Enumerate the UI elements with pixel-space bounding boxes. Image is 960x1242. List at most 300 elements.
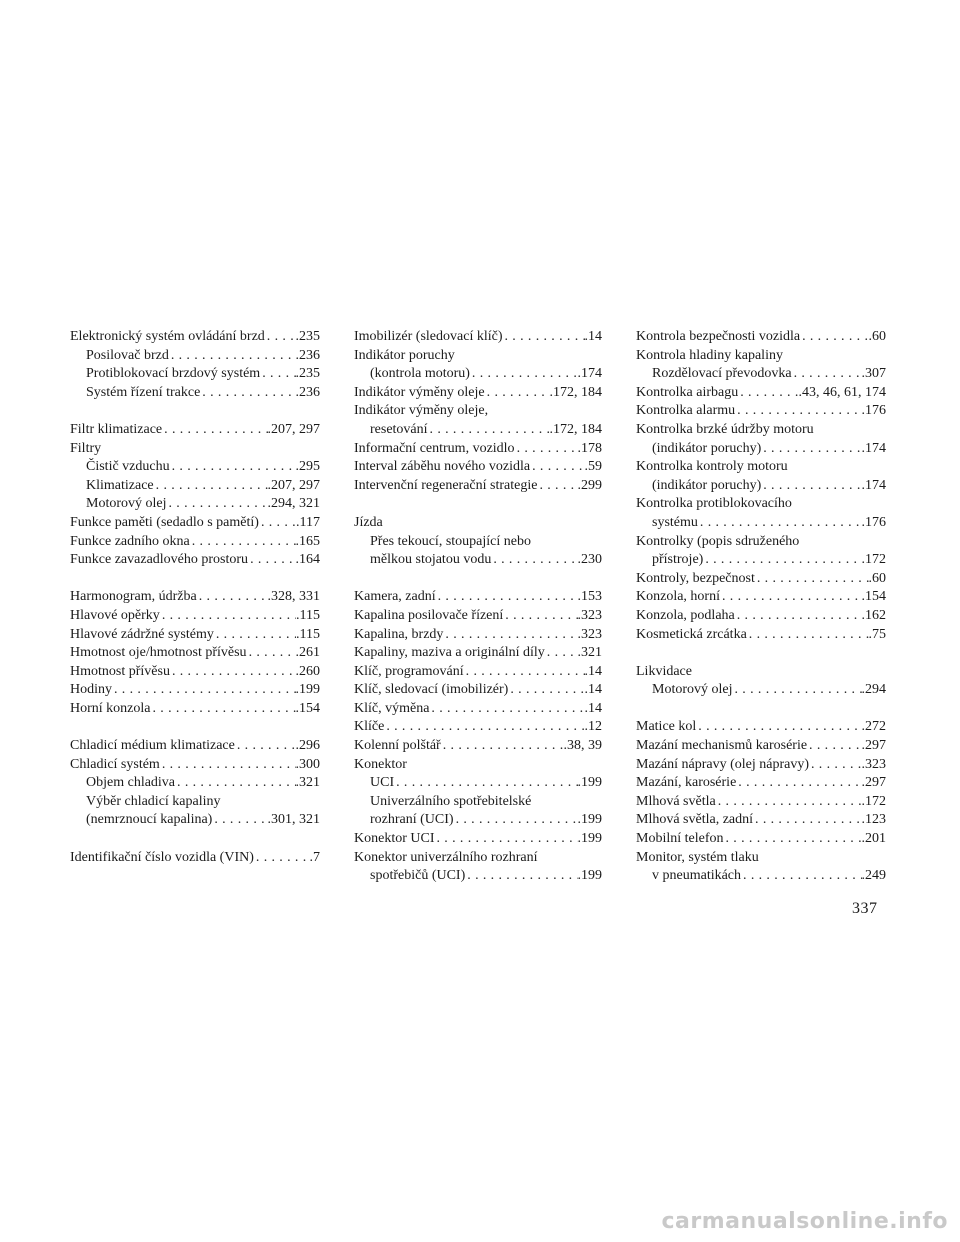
entry-page-ref: .296 bbox=[295, 738, 320, 754]
entry-label: Kapaliny, maziva a originální díly bbox=[354, 645, 545, 661]
index-entry bbox=[636, 830, 886, 849]
dot-leader bbox=[150, 700, 295, 719]
dot-leader bbox=[190, 533, 296, 552]
dot-leader bbox=[200, 384, 295, 403]
entry-label: Harmonogram, údržba bbox=[70, 589, 197, 605]
dot-leader bbox=[755, 570, 869, 589]
index-entry bbox=[636, 402, 886, 421]
index-entry bbox=[636, 384, 886, 403]
index-entry bbox=[354, 347, 602, 366]
index-entry bbox=[636, 793, 886, 812]
entry-label: Kontrolky (popis sdruženého bbox=[636, 533, 800, 549]
entry-label: Konektor bbox=[354, 756, 407, 772]
entry-page-ref: .174 bbox=[861, 477, 886, 493]
entry-page-ref: .153 bbox=[577, 589, 602, 605]
index-subentry bbox=[70, 774, 320, 793]
index-subentry bbox=[636, 365, 886, 384]
entry-page-ref: .172 bbox=[861, 793, 886, 809]
entry-page-ref: .236 bbox=[295, 384, 320, 400]
entry-page-ref: .299 bbox=[577, 477, 602, 493]
index-entry bbox=[70, 681, 320, 700]
entry-page-ref: .297 bbox=[861, 775, 886, 791]
entry-page-ref: .328, 331 bbox=[267, 589, 320, 605]
entry-page-ref: .123 bbox=[861, 812, 886, 828]
entry-label: Klíče bbox=[354, 719, 385, 735]
index-entry bbox=[636, 495, 886, 514]
index-entry bbox=[70, 737, 320, 756]
index-entry bbox=[354, 588, 602, 607]
dot-leader bbox=[248, 551, 295, 570]
entry-label: Mobilní telefon bbox=[636, 831, 724, 847]
index-entry bbox=[354, 477, 602, 496]
index-entry bbox=[354, 328, 602, 347]
entry-label: Intervenční regenerační strategie bbox=[354, 477, 538, 493]
dot-leader bbox=[515, 440, 578, 459]
dot-leader bbox=[503, 328, 585, 347]
entry-label: Hmotnost oje/hmotnost přívěsu bbox=[70, 645, 247, 661]
entry-label: Filtry bbox=[70, 440, 102, 456]
index-entry bbox=[354, 458, 602, 477]
index-entry bbox=[354, 718, 602, 737]
index-subentry bbox=[354, 867, 602, 886]
index-entry bbox=[354, 514, 602, 533]
index-subentry bbox=[70, 365, 320, 384]
entry-page-ref: .7 bbox=[309, 849, 320, 865]
dot-leader bbox=[761, 440, 861, 459]
index-entry bbox=[636, 347, 886, 366]
entry-page-ref: .12 bbox=[584, 719, 602, 735]
index-entry bbox=[354, 681, 602, 700]
index-entry bbox=[70, 421, 320, 440]
dot-leader bbox=[792, 365, 862, 384]
entry-label: Konzola, horní bbox=[636, 589, 720, 605]
dot-leader bbox=[809, 756, 862, 775]
index-subentry bbox=[636, 867, 886, 886]
entry-label: Kosmetická zrcátka bbox=[636, 626, 747, 642]
entry-page-ref: .172, 184 bbox=[549, 421, 602, 437]
entry-page-ref: .14 bbox=[584, 663, 602, 679]
entry-page-ref: .300 bbox=[295, 756, 320, 772]
dot-leader bbox=[800, 328, 868, 347]
entry-label: Mazání mechanismů karosérie bbox=[636, 738, 808, 754]
entry-page-ref: .115 bbox=[296, 607, 320, 623]
entry-label: Mlhová světla, zadní bbox=[636, 812, 754, 828]
dot-leader bbox=[170, 458, 296, 477]
entry-page-ref: .115 bbox=[296, 626, 320, 642]
index-subentry bbox=[354, 774, 602, 793]
entry-label: (kontrola motoru) bbox=[370, 366, 470, 382]
entry-label: UCI bbox=[370, 775, 395, 791]
entry-page-ref: .235 bbox=[295, 329, 320, 344]
entry-label: Čistič vzduchu bbox=[86, 459, 170, 475]
entry-label: Klíč, programování bbox=[354, 663, 464, 679]
index-subentry bbox=[70, 458, 320, 477]
index-subentry bbox=[636, 514, 886, 533]
index-entry bbox=[354, 737, 602, 756]
entry-label: Protiblokovací brzdový systém bbox=[86, 366, 261, 382]
index-subentry bbox=[354, 365, 602, 384]
index-subentry bbox=[70, 347, 320, 366]
entry-label: Hmotnost přívěsu bbox=[70, 663, 170, 679]
index-entry bbox=[70, 588, 320, 607]
entry-label: Monitor, systém tlaku bbox=[636, 849, 759, 865]
entry-label: Kontrola hladiny kapaliny bbox=[636, 347, 783, 363]
index-entry bbox=[636, 588, 886, 607]
index-entry bbox=[636, 737, 886, 756]
index-gap bbox=[70, 570, 320, 589]
dot-leader bbox=[747, 626, 869, 645]
index-entry bbox=[70, 533, 320, 552]
index-subentry bbox=[354, 793, 602, 812]
entry-label: Motorový olej bbox=[86, 496, 167, 512]
dot-leader bbox=[162, 421, 267, 440]
entry-page-ref: .294 bbox=[861, 682, 886, 698]
entry-page-ref: .14 bbox=[584, 682, 602, 698]
index-entry bbox=[70, 849, 320, 868]
index-entry bbox=[354, 700, 602, 719]
entry-label: Funkce zavazadlového prostoru bbox=[70, 552, 249, 568]
dot-leader bbox=[167, 495, 268, 514]
dot-leader bbox=[212, 811, 267, 830]
entry-label: Hlavové zádržné systémy bbox=[70, 626, 214, 642]
entry-label: Motorový olej bbox=[652, 682, 733, 698]
index-gap bbox=[354, 495, 602, 514]
index-gap bbox=[70, 718, 320, 737]
index-entry bbox=[354, 830, 602, 849]
entry-page-ref: .59 bbox=[584, 459, 602, 475]
index-entry bbox=[354, 384, 602, 403]
index-entry bbox=[354, 607, 602, 626]
dot-leader bbox=[724, 830, 862, 849]
entry-label: Posilovač brzd bbox=[86, 347, 169, 363]
index-entry bbox=[636, 421, 886, 440]
dot-leader bbox=[491, 551, 577, 570]
entry-page-ref: .261 bbox=[295, 645, 320, 661]
index-entry bbox=[70, 663, 320, 682]
dot-leader bbox=[435, 830, 578, 849]
index-subentry bbox=[636, 551, 886, 570]
entry-label: Kontrolka airbagu bbox=[636, 384, 739, 400]
dot-leader bbox=[807, 737, 861, 756]
entry-label: Klimatizace bbox=[86, 477, 154, 493]
entry-label: Kontrolka protiblokovacího bbox=[636, 496, 792, 512]
entry-label: Klíč, sledovací (imobilizér) bbox=[354, 682, 509, 698]
dot-leader bbox=[545, 644, 578, 663]
dot-leader bbox=[470, 365, 578, 384]
dot-leader bbox=[703, 551, 861, 570]
entry-label: Univerzálního spotřebitelské bbox=[370, 793, 532, 809]
entry-label: Konzola, podlaha bbox=[636, 607, 735, 623]
entry-page-ref: .199 bbox=[295, 682, 320, 698]
index-entry bbox=[70, 514, 320, 533]
entry-label: resetování bbox=[370, 421, 428, 437]
index-entry bbox=[636, 811, 886, 830]
index-subentry bbox=[354, 533, 602, 552]
index-gap bbox=[636, 644, 886, 663]
index-gap bbox=[70, 402, 320, 421]
page-number: 337 bbox=[852, 900, 878, 917]
entry-page-ref: .176 bbox=[861, 514, 886, 530]
index-subentry bbox=[70, 495, 320, 514]
entry-label: Indikátor výměny oleje bbox=[354, 384, 485, 400]
index-entry bbox=[354, 626, 602, 645]
entry-label: Mlhová světla bbox=[636, 793, 716, 809]
index-entry bbox=[70, 328, 320, 347]
index-entry bbox=[70, 756, 320, 775]
dot-leader bbox=[214, 626, 296, 645]
entry-label: Jízda bbox=[354, 514, 383, 530]
entry-label: Konektor univerzálního rozhraní bbox=[354, 849, 538, 865]
dot-leader bbox=[112, 681, 296, 700]
entry-page-ref: .249 bbox=[861, 868, 886, 884]
entry-label: Funkce paměti (sedadlo s pamětí) bbox=[70, 514, 259, 530]
entry-label: Horní konzola bbox=[70, 700, 151, 716]
index-subentry bbox=[70, 793, 320, 812]
entry-label: Kamera, zadní bbox=[354, 589, 436, 605]
entry-label: Kontrola bezpečnosti vozidla bbox=[636, 329, 801, 344]
dot-leader bbox=[720, 588, 862, 607]
index-entry bbox=[354, 440, 602, 459]
entry-page-ref: .60 bbox=[868, 570, 886, 586]
entry-page-ref: .323 bbox=[861, 756, 886, 772]
dot-leader bbox=[436, 588, 578, 607]
index-entry bbox=[70, 700, 320, 719]
dot-leader bbox=[735, 402, 861, 421]
entry-page-ref: .178 bbox=[577, 440, 602, 456]
entry-label: Kontrolka alarmu bbox=[636, 403, 736, 419]
dot-leader bbox=[464, 663, 585, 682]
entry-label: Konektor UCI bbox=[354, 831, 435, 847]
dot-leader bbox=[235, 737, 296, 756]
index-entry bbox=[636, 607, 886, 626]
index-gap bbox=[354, 570, 602, 589]
index-entry bbox=[636, 718, 886, 737]
index-gap bbox=[636, 700, 886, 719]
entry-label: systému bbox=[652, 514, 698, 530]
entry-label: Mazání nápravy (olej nápravy) bbox=[636, 756, 809, 772]
index-subentry bbox=[70, 477, 320, 496]
entry-label: Kontroly, bezpečnost bbox=[636, 570, 755, 586]
index-entry bbox=[636, 328, 886, 347]
index-entry bbox=[70, 644, 320, 663]
entry-label: Systém řízení trakce bbox=[86, 384, 201, 400]
index-subentry bbox=[636, 440, 886, 459]
dot-leader bbox=[443, 626, 577, 645]
dot-leader bbox=[454, 811, 578, 830]
index-subentry bbox=[70, 811, 320, 830]
entry-page-ref: .294, 321 bbox=[267, 496, 320, 512]
dot-leader bbox=[154, 477, 268, 496]
entry-label: Matice kol bbox=[636, 719, 697, 735]
entry-label: Kapalina posilovače řízení bbox=[354, 607, 504, 623]
entry-page-ref: .154 bbox=[861, 589, 886, 605]
entry-page-ref: .117 bbox=[296, 514, 320, 530]
entry-page-ref: .38, 39 bbox=[563, 738, 602, 754]
index-entry bbox=[636, 756, 886, 775]
index-entry bbox=[354, 849, 602, 868]
entry-label: (indikátor poruchy) bbox=[652, 440, 762, 456]
entry-label: v pneumatikách bbox=[652, 868, 742, 884]
dot-leader bbox=[160, 607, 296, 626]
entry-label: Rozdělovací převodovka bbox=[652, 366, 792, 382]
entry-page-ref: .165 bbox=[295, 533, 320, 549]
index-entry bbox=[354, 644, 602, 663]
entry-page-ref: .174 bbox=[577, 366, 602, 382]
entry-label: Indikátor poruchy bbox=[354, 347, 455, 363]
entry-page-ref: .321 bbox=[577, 645, 602, 661]
entry-page-ref: .301, 321 bbox=[267, 812, 320, 828]
index-entry bbox=[636, 849, 886, 868]
entry-label: Výběr chladicí kapaliny bbox=[86, 793, 221, 809]
entry-page-ref: .201 bbox=[861, 831, 886, 847]
entry-page-ref: .260 bbox=[295, 663, 320, 679]
dot-leader bbox=[465, 867, 577, 886]
entry-page-ref: .75 bbox=[868, 626, 886, 642]
entry-label: Indikátor výměny oleje, bbox=[354, 403, 489, 419]
index-subentry bbox=[354, 421, 602, 440]
entry-page-ref: .14 bbox=[584, 329, 602, 344]
dot-leader bbox=[698, 514, 862, 533]
index-subentry bbox=[70, 384, 320, 403]
entry-label: rozhraní (UCI) bbox=[370, 812, 454, 828]
entry-page-ref: .172, 184 bbox=[549, 384, 602, 400]
entry-page-ref: .323 bbox=[577, 626, 602, 642]
entry-label: Mazání, karosérie bbox=[636, 775, 737, 791]
dot-leader bbox=[503, 607, 577, 626]
entry-label: Hodiny bbox=[70, 682, 112, 698]
entry-label: Kontrolka kontroly motoru bbox=[636, 459, 788, 475]
entry-label: přístroje) bbox=[652, 552, 704, 568]
entry-page-ref: .297 bbox=[861, 738, 886, 754]
dot-leader bbox=[761, 477, 861, 496]
dot-leader bbox=[508, 681, 584, 700]
entry-label: Elektronický systém ovládání brzd bbox=[70, 329, 265, 344]
index-entry bbox=[70, 607, 320, 626]
dot-leader bbox=[738, 384, 798, 403]
entry-page-ref: .207, 297 bbox=[267, 421, 320, 437]
dot-leader bbox=[696, 718, 861, 737]
entry-page-ref: .162 bbox=[861, 607, 886, 623]
index-subentry bbox=[636, 477, 886, 496]
entry-label: spotřebičů (UCI) bbox=[370, 868, 466, 884]
entry-label: Kontrolka brzké údržby motoru bbox=[636, 421, 814, 437]
entry-label: Interval záběhu nového vozidla bbox=[354, 459, 531, 475]
entry-page-ref: .176 bbox=[861, 403, 886, 419]
dot-leader bbox=[485, 384, 550, 403]
entry-label: Kapalina, brzdy bbox=[354, 626, 444, 642]
entry-page-ref: .199 bbox=[577, 868, 602, 884]
entry-label: Chladicí médium klimatizace bbox=[70, 738, 235, 754]
entry-page-ref: .60 bbox=[868, 329, 886, 344]
dot-leader bbox=[175, 774, 295, 793]
dot-leader bbox=[384, 718, 584, 737]
dot-leader bbox=[169, 347, 296, 366]
watermark: carmanualsonline.info bbox=[661, 1209, 948, 1234]
entry-page-ref: .199 bbox=[577, 775, 602, 791]
dot-leader bbox=[753, 811, 861, 830]
entry-label: Informační centrum, vozidlo bbox=[354, 440, 515, 456]
entry-page-ref: .235 bbox=[295, 366, 320, 382]
index-subentry bbox=[636, 681, 886, 700]
entry-page-ref: .199 bbox=[577, 812, 602, 828]
entry-page-ref: .154 bbox=[295, 700, 320, 716]
entry-label: Hlavové opěrky bbox=[70, 607, 160, 623]
entry-label: Kolenní polštář bbox=[354, 738, 441, 754]
index-entry bbox=[70, 440, 320, 459]
entry-page-ref: .14 bbox=[584, 700, 602, 716]
entry-label: (indikátor poruchy) bbox=[652, 477, 762, 493]
entry-page-ref: .207, 297 bbox=[267, 477, 320, 493]
entry-label: Klíč, výměna bbox=[354, 700, 430, 716]
dot-leader bbox=[537, 477, 577, 496]
index-entry bbox=[354, 756, 602, 775]
dot-leader bbox=[170, 663, 296, 682]
dot-leader bbox=[735, 607, 862, 626]
dot-leader bbox=[741, 867, 861, 886]
dot-leader bbox=[254, 849, 310, 868]
entry-label: Imobilizér (sledovací klíč) bbox=[354, 329, 503, 344]
index-entry bbox=[636, 626, 886, 645]
entry-label: Chladicí systém bbox=[70, 756, 160, 772]
entry-page-ref: .295 bbox=[295, 459, 320, 475]
dot-leader bbox=[160, 756, 296, 775]
entry-label: Likvidace bbox=[636, 663, 692, 679]
dot-leader bbox=[265, 328, 296, 347]
index-column-2 bbox=[354, 328, 602, 886]
dot-leader bbox=[733, 681, 862, 700]
entry-label: Objem chladiva bbox=[86, 775, 176, 791]
dot-leader bbox=[394, 774, 577, 793]
index-column-1 bbox=[70, 328, 320, 867]
dot-leader bbox=[260, 365, 295, 384]
entry-page-ref: .307 bbox=[861, 366, 886, 382]
dot-leader bbox=[247, 644, 296, 663]
index-entry bbox=[70, 626, 320, 645]
entry-page-ref: .321 bbox=[295, 775, 320, 791]
entry-label: (nemrznoucí kapalina) bbox=[86, 812, 213, 828]
index-subentry bbox=[354, 551, 602, 570]
dot-leader bbox=[530, 458, 584, 477]
entry-page-ref: .199 bbox=[577, 831, 602, 847]
dot-leader bbox=[259, 514, 296, 533]
entry-page-ref: .230 bbox=[577, 552, 602, 568]
index-entry bbox=[636, 533, 886, 552]
index-entry bbox=[70, 551, 320, 570]
entry-label: Funkce zadního okna bbox=[70, 533, 190, 549]
index-gap bbox=[70, 830, 320, 849]
entry-page-ref: .172 bbox=[861, 552, 886, 568]
index-entry bbox=[636, 458, 886, 477]
dot-leader bbox=[441, 737, 564, 756]
index-subentry bbox=[354, 811, 602, 830]
dot-leader bbox=[428, 421, 550, 440]
entry-page-ref: .272 bbox=[861, 719, 886, 735]
entry-page-ref: .43, 46, 61, 174 bbox=[798, 384, 886, 400]
index-entry bbox=[354, 402, 602, 421]
dot-leader bbox=[429, 700, 584, 719]
index-entry bbox=[636, 774, 886, 793]
entry-label: Přes tekoucí, stoupající nebo bbox=[370, 533, 531, 549]
entry-label: mělkou stojatou vodu bbox=[370, 552, 492, 568]
entry-page-ref: .164 bbox=[295, 552, 320, 568]
dot-leader bbox=[197, 588, 268, 607]
index-entry bbox=[636, 570, 886, 589]
entry-label: Identifikační číslo vozidla (VIN) bbox=[70, 849, 254, 865]
dot-leader bbox=[716, 793, 862, 812]
index-column-3 bbox=[636, 328, 886, 886]
entry-page-ref: .323 bbox=[577, 607, 602, 623]
dot-leader bbox=[736, 774, 861, 793]
